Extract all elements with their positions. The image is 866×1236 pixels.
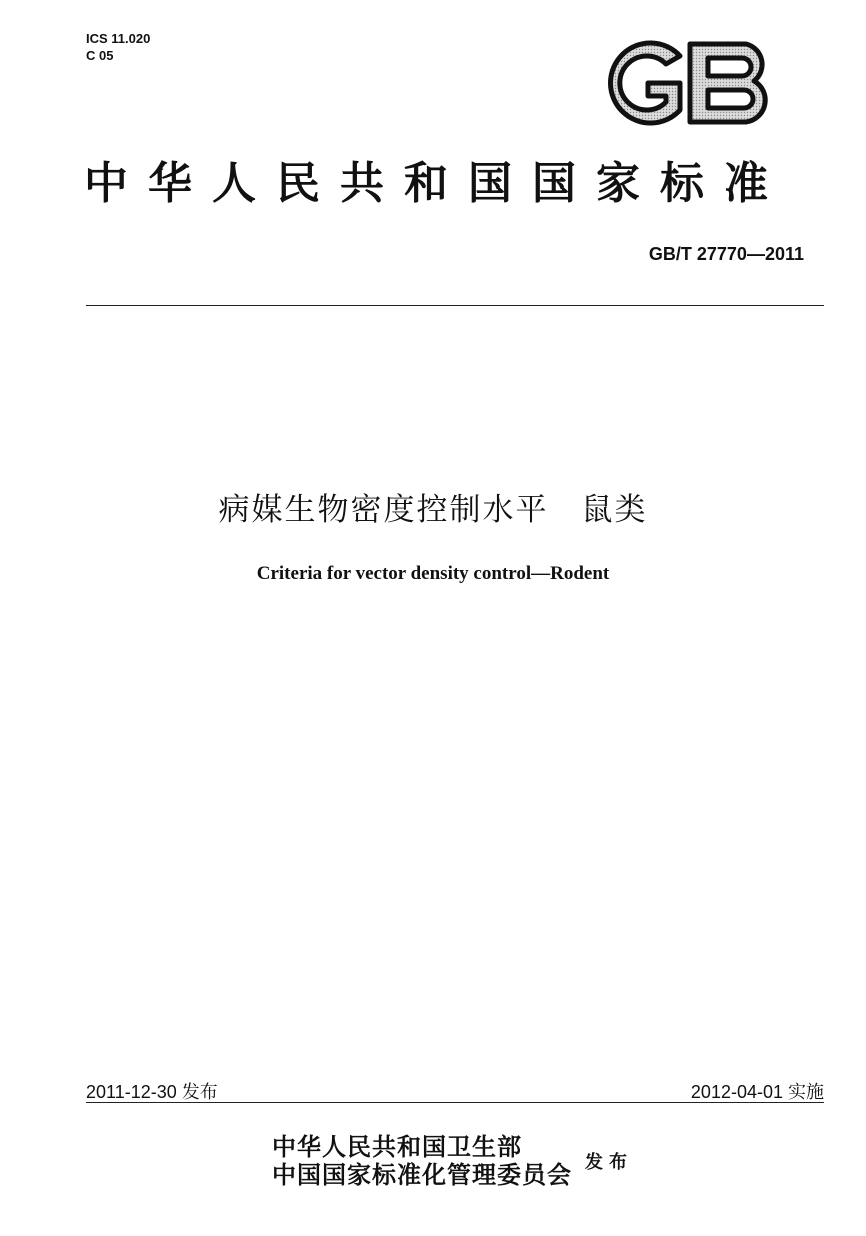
gb-logo-icon (596, 36, 776, 130)
standard-title: 中华人民共和国国家标准 (84, 158, 788, 209)
bottom-divider (86, 1102, 824, 1103)
top-divider (86, 305, 824, 306)
standard-code: GB/T 27770—2011 (648, 244, 804, 264)
classification-codes (86, 30, 150, 64)
issuer-ministry: 中华人民共和国卫生部 (272, 1132, 522, 1161)
issuing-authorities (272, 1133, 572, 1189)
issue-date: 2011-12-30 发布 (86, 1082, 218, 1102)
implementation-date: 2012-04-01 实施 (690, 1082, 824, 1102)
ccs-code: C 05 (86, 48, 114, 63)
document-title-en: Criteria for vector density control—Rodent (256, 563, 610, 584)
ics-code: ICS 11.020 (86, 31, 151, 46)
issuer-sac: 中国国家标准化管理委员会 (272, 1160, 572, 1189)
document-title-cn: 病媒生物密度控制水平 鼠类 (218, 492, 648, 528)
issued-label: 发布 (585, 1152, 633, 1173)
